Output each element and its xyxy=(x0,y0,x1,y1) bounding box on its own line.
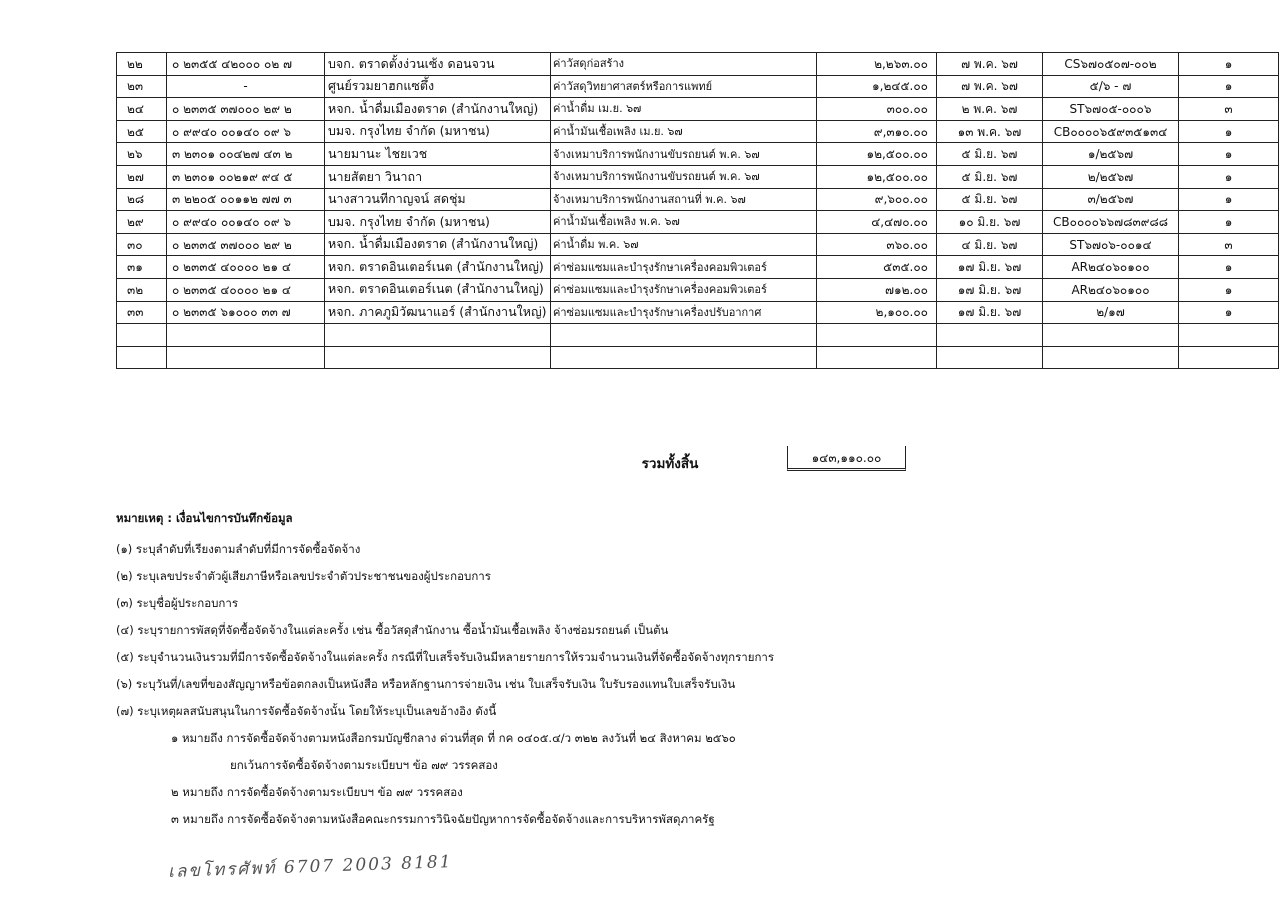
table-body xyxy=(117,53,1279,369)
cell-reason: ๑ xyxy=(1179,53,1279,76)
reason-ref-1: ๑ หมายถึง การจัดซื้อจัดจ้างตามหนังสือกรมบัญชีกลาง ด่วนที่สุด ที่ กค ๐๔๐๕.๔/ว ๓๒๒ ลงวันที่ ๒๔ สิงหาคม ๒๕๖๐ xyxy=(171,731,736,745)
cell-amount: ๓๖๐.๐๐ xyxy=(817,233,937,256)
cell-index: ๒๖ xyxy=(117,143,167,166)
cell-date: ๕ มิ.ย. ๖๗ xyxy=(937,165,1043,188)
cell-reference: CS๖๗๐๕๐๗-๐๐๒ xyxy=(1043,53,1179,76)
empty-cell xyxy=(1043,346,1179,369)
cell-date: ๑๗ มิ.ย. ๖๗ xyxy=(937,256,1043,279)
table-row xyxy=(117,233,1279,256)
cell-vendor: หจก. ตราดอินเตอร์เนต (สำนักงานใหญ่) xyxy=(325,278,551,301)
cell-vendor: บมจ. กรุงไทย จำกัด (มหาชน) xyxy=(325,211,551,234)
total-amount: ๑๔๓,๑๑๐.๐๐ xyxy=(787,446,906,471)
cell-item: ค่าน้ำดื่ม เม.ย. ๖๗ xyxy=(551,98,817,121)
reason-ref-1-cont: ยกเว้นการจัดซื้อจัดจ้างตามระเบียบฯ ข้อ ๗๙ วรรคสอง xyxy=(230,758,498,772)
note-item: (๑) ระบุลำดับที่เรียงตามลำดับที่มีการจัดซื้อจัดจ้าง xyxy=(116,542,361,556)
cell-vendor: นางสาวนทีกาญจน์ สดชุ่ม xyxy=(325,188,551,211)
cell-amount: ๕๓๕.๐๐ xyxy=(817,256,937,279)
note-item: (๒) ระบุเลขประจำตัวผู้เสียภาษีหรือเลขประจำตัวประชาชนของผู้ประกอบการ xyxy=(116,569,491,583)
cell-amount: ๔,๔๗๐.๐๐ xyxy=(817,211,937,234)
cell-reason: ๓ xyxy=(1179,98,1279,121)
table-row xyxy=(117,120,1279,143)
cell-item: ค่าน้ำมันเชื้อเพลิง พ.ค. ๖๗ xyxy=(551,211,817,234)
cell-item: ค่าวัสดุวิทยาศาสตร์หรือการแพทย์ xyxy=(551,75,817,98)
cell-tax-id: ๐ ๒๓๓๕ ๓๗๐๐๐ ๒๙ ๒ xyxy=(167,98,325,121)
cell-amount: ๒,๑๐๐.๐๐ xyxy=(817,301,937,324)
empty-cell xyxy=(325,324,551,347)
cell-date: ๗ พ.ค. ๖๗ xyxy=(937,75,1043,98)
cell-reference: AR๒๔๐๖๐๑๐๐ xyxy=(1043,278,1179,301)
cell-date: ๔ มิ.ย. ๖๗ xyxy=(937,233,1043,256)
cell-reference: ๕/๖ - ๗ xyxy=(1043,75,1179,98)
cell-index: ๓๐ xyxy=(117,233,167,256)
cell-reference: AR๒๔๐๖๐๑๐๐ xyxy=(1043,256,1179,279)
cell-date: ๗ พ.ค. ๖๗ xyxy=(937,53,1043,76)
cell-tax-id: ๐ ๙๙๔๐ ๐๐๑๔๐ ๐๙ ๖ xyxy=(167,211,325,234)
cell-index: ๒๒ xyxy=(117,53,167,76)
cell-index: ๒๗ xyxy=(117,165,167,188)
table-row xyxy=(117,211,1279,234)
cell-amount: ๑๒,๕๐๐.๐๐ xyxy=(817,165,937,188)
empty-cell xyxy=(1043,324,1179,347)
reason-ref-3: ๓ หมายถึง การจัดซื้อจัดจ้างตามหนังสือคณะกรรมการวินิจฉัยปัญหาการจัดซื้อจัดจ้างและการบริหารพัสดุภาครัฐ xyxy=(171,812,715,826)
cell-reason: ๑ xyxy=(1179,301,1279,324)
empty-cell xyxy=(817,324,937,347)
table-row xyxy=(117,188,1279,211)
table-row xyxy=(117,301,1279,324)
cell-reason: ๑ xyxy=(1179,120,1279,143)
table-row xyxy=(117,143,1279,166)
cell-date: ๑๐ มิ.ย. ๖๗ xyxy=(937,211,1043,234)
cell-reason: ๑ xyxy=(1179,143,1279,166)
cell-item: จ้างเหมาบริการพนักงานขับรถยนต์ พ.ค. ๖๗ xyxy=(551,143,817,166)
cell-reference: ๒/๑๗ xyxy=(1043,301,1179,324)
cell-item: จ้างเหมาบริการพนักงานสถานที่ พ.ค. ๖๗ xyxy=(551,188,817,211)
cell-item: ค่าน้ำมันเชื้อเพลิง เม.ย. ๖๗ xyxy=(551,120,817,143)
cell-vendor: หจก. ภาคภูมิวัฒนาแอร์ (สำนักงานใหญ่) xyxy=(325,301,551,324)
cell-index: ๒๔ xyxy=(117,98,167,121)
note-item: (๔) ระบุรายการพัสดุที่จัดซื้อจัดจ้างในแต่ละครั้ง เช่น ซื้อวัสดุสำนักงาน ซื้อน้ำมันเชื้อเพลิง จ้างซ่อมรถยนต์ เป็นต้น xyxy=(116,623,669,637)
empty-cell xyxy=(117,346,167,369)
cell-reference: ๑/๒๕๖๗ xyxy=(1043,143,1179,166)
cell-item: ค่าซ่อมแซมและบำรุงรักษาเครื่องคอมพิวเตอร์ xyxy=(551,256,817,279)
cell-vendor: บจก. ตราดตั้งง่วนเซ้ง ดอนจวน xyxy=(325,53,551,76)
cell-tax-id: ๓ ๒๓๐๑ ๐๐๔๒๗ ๔๓ ๒ xyxy=(167,143,325,166)
cell-index: ๒๓ xyxy=(117,75,167,98)
cell-amount: ๑,๒๔๕.๐๐ xyxy=(817,75,937,98)
empty-cell xyxy=(937,324,1043,347)
cell-tax-id: ๐ ๒๓๓๕ ๓๗๐๐๐ ๒๙ ๒ xyxy=(167,233,325,256)
table-row xyxy=(117,75,1279,98)
cell-amount: ๙,๖๐๐.๐๐ xyxy=(817,188,937,211)
notes-section xyxy=(116,510,774,837)
cell-tax-id: ๓ ๒๒๐๕ ๐๐๑๑๒ ๗๗ ๓ xyxy=(167,188,325,211)
cell-item: ค่าซ่อมแซมและบำรุงรักษาเครื่องปรับอากาศ xyxy=(551,301,817,324)
cell-index: ๓๑ xyxy=(117,256,167,279)
empty-cell xyxy=(1179,346,1279,369)
cell-date: ๑๗ มิ.ย. ๖๗ xyxy=(937,278,1043,301)
cell-amount: ๗๑๒.๐๐ xyxy=(817,278,937,301)
empty-cell xyxy=(817,346,937,369)
cell-index: ๓๓ xyxy=(117,301,167,324)
cell-reference: CB๐๐๐๐๖๖๗๘๓๙๘๘ xyxy=(1043,211,1179,234)
cell-vendor: นายสัตยา วินาถา xyxy=(325,165,551,188)
empty-cell xyxy=(325,346,551,369)
empty-cell xyxy=(551,346,817,369)
note-item: (๕) ระบุจำนวนเงินรวมที่มีการจัดซื้อจัดจ้างในแต่ละครั้ง กรณีที่ใบเสร็จรับเงินมีหลายรายการให้รวมจำนวนเงินที่จัดซื้อจัดจ้างทุกรายการ xyxy=(116,650,775,664)
reason-ref-2: ๒ หมายถึง การจัดซื้อจัดจ้างตามระเบียบฯ ข้อ ๗๙ วรรคสอง xyxy=(171,785,463,799)
cell-reason: ๑ xyxy=(1179,188,1279,211)
cell-item: ค่าวัสดุก่อสร้าง xyxy=(551,53,817,76)
cell-date: ๑๗ มิ.ย. ๖๗ xyxy=(937,301,1043,324)
cell-amount: ๑๒,๕๐๐.๐๐ xyxy=(817,143,937,166)
cell-amount: ๓๐๐.๐๐ xyxy=(817,98,937,121)
table-row-empty xyxy=(117,324,1279,347)
cell-date: ๒ พ.ค. ๖๗ xyxy=(937,98,1043,121)
cell-tax-id: ๓ ๒๓๐๑ ๐๐๒๑๙ ๙๔ ๕ xyxy=(167,165,325,188)
empty-cell xyxy=(167,346,325,369)
cell-reference: CB๐๐๐๐๖๕๙๓๕๑๓๔ xyxy=(1043,120,1179,143)
table-row xyxy=(117,165,1279,188)
cell-vendor: ศูนย์รวมยาฮกแซตึ้ง xyxy=(325,75,551,98)
notes-heading: หมายเหตุ : เงื่อนไขการบันทึกข้อมูล xyxy=(116,511,293,525)
cell-vendor: นายมานะ ไชยเวช xyxy=(325,143,551,166)
total-label: รวมทั้งสิ้น xyxy=(641,456,699,472)
empty-cell xyxy=(1179,324,1279,347)
note-item: (๖) ระบุวันที่/เลขที่ของสัญญาหรือข้อตกลงเป็นหนังสือ หรือหลักฐานการจ่ายเงิน เช่น ใบเสร็จรับเงิน ใบรับรองแทนใบเสร็จรับเงิน xyxy=(116,677,736,691)
table-row xyxy=(117,278,1279,301)
note-item: (๗) ระบุเหตุผลสนับสนุนในการจัดซื้อจัดจ้างนั้น โดยให้ระบุเป็นเลขอ้างอิง ดังนี้ xyxy=(116,704,497,718)
cell-reference: ST๖๗๐๖-๐๐๑๔ xyxy=(1043,233,1179,256)
table-row xyxy=(117,53,1279,76)
cell-vendor: หจก. ตราดอินเตอร์เนต (สำนักงานใหญ่) xyxy=(325,256,551,279)
cell-tax-id: - xyxy=(167,75,325,98)
empty-cell xyxy=(551,324,817,347)
cell-date: ๕ มิ.ย. ๖๗ xyxy=(937,188,1043,211)
cell-reason: ๑ xyxy=(1179,278,1279,301)
cell-item: ค่าซ่อมแซมและบำรุงรักษาเครื่องคอมพิวเตอร์ xyxy=(551,278,817,301)
cell-vendor: หจก. น้ำดื่มเมืองตราด (สำนักงานใหญ่) xyxy=(325,233,551,256)
cell-tax-id: ๐ ๒๓๓๕ ๖๑๐๐๐ ๓๓ ๗ xyxy=(167,301,325,324)
cell-index: ๒๙ xyxy=(117,211,167,234)
cell-amount: ๒,๒๖๓.๐๐ xyxy=(817,53,937,76)
cell-vendor: บมจ. กรุงไทย จำกัด (มหาชน) xyxy=(325,120,551,143)
table-row xyxy=(117,256,1279,279)
cell-reason: ๑ xyxy=(1179,75,1279,98)
cell-date: ๕ มิ.ย. ๖๗ xyxy=(937,143,1043,166)
cell-reason: ๑ xyxy=(1179,211,1279,234)
cell-tax-id: ๐ ๒๓๓๕ ๔๐๐๐๐ ๒๑ ๔ xyxy=(167,256,325,279)
cell-vendor: หจก. น้ำดื่มเมืองตราด (สำนักงานใหญ่) xyxy=(325,98,551,121)
cell-reason: ๑ xyxy=(1179,165,1279,188)
cell-index: ๓๒ xyxy=(117,278,167,301)
cell-item: ค่าน้ำดื่ม พ.ค. ๖๗ xyxy=(551,233,817,256)
cell-index: ๒๘ xyxy=(117,188,167,211)
cell-amount: ๙,๓๑๐.๐๐ xyxy=(817,120,937,143)
cell-tax-id: ๐ ๒๓๕๕ ๔๒๐๐๐ ๐๒ ๗ xyxy=(167,53,325,76)
table-row xyxy=(117,98,1279,121)
cell-reason: ๑ xyxy=(1179,256,1279,279)
cell-reason: ๓ xyxy=(1179,233,1279,256)
empty-cell xyxy=(167,324,325,347)
note-item: (๓) ระบุชื่อผู้ประกอบการ xyxy=(116,596,239,610)
cell-index: ๒๕ xyxy=(117,120,167,143)
cell-date: ๑๓ พ.ค. ๖๗ xyxy=(937,120,1043,143)
cell-reference: ST๖๗๐๕-๐๐๐๖ xyxy=(1043,98,1179,121)
empty-cell xyxy=(117,324,167,347)
procurement-table xyxy=(116,52,1279,369)
table-row-empty xyxy=(117,346,1279,369)
cell-reference: ๓/๒๕๖๗ xyxy=(1043,188,1179,211)
cell-item: จ้างเหมาบริการพนักงานขับรถยนต์ พ.ค. ๖๗ xyxy=(551,165,817,188)
cell-tax-id: ๐ ๙๙๔๐ ๐๐๑๔๐ ๐๙ ๖ xyxy=(167,120,325,143)
cell-tax-id: ๐ ๒๓๓๕ ๔๐๐๐๐ ๒๑ ๔ xyxy=(167,278,325,301)
empty-cell xyxy=(937,346,1043,369)
cell-reference: ๒/๒๕๖๗ xyxy=(1043,165,1179,188)
handwritten-signature: เลขโทรศัพท์ 6707 2003 8181 xyxy=(167,852,453,882)
